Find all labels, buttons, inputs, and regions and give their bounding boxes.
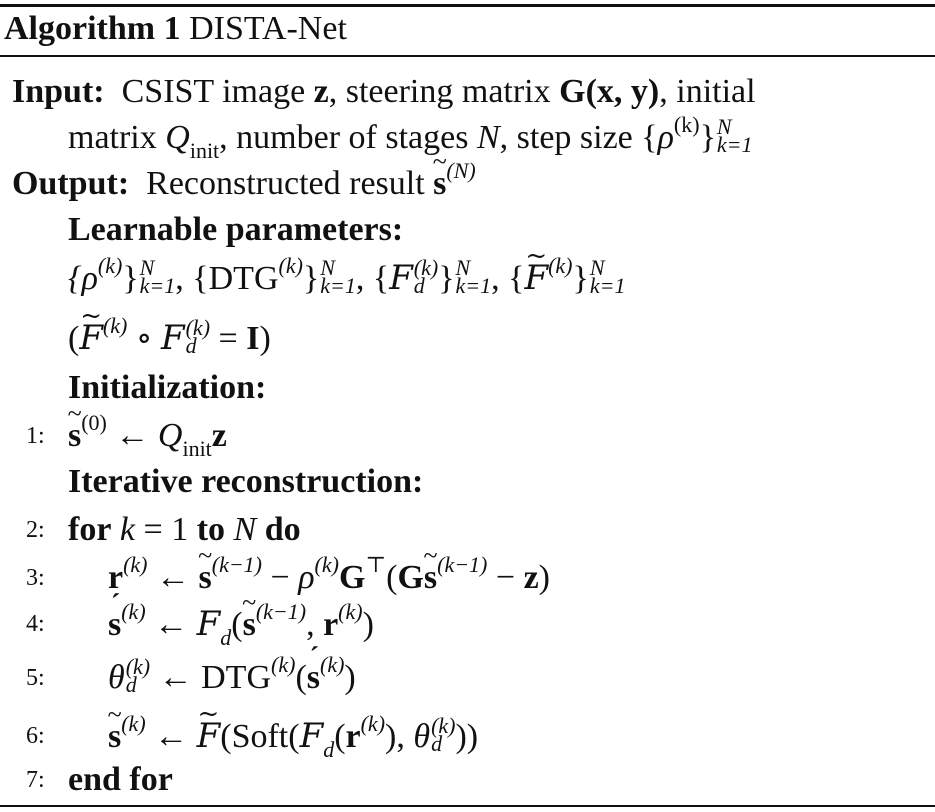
lp-range-2-sup: N [320,255,335,281]
s6-s: ~ s [108,715,121,759]
lp2-compose: ∘ [127,320,162,357]
s6-soft: Soft [231,718,289,755]
s3-minus2: − [487,559,524,596]
s5-close: ) [344,659,356,696]
lp-ft-close: } [572,260,589,297]
s6-theta-sub: d [431,731,443,757]
s1-Q-sub: init [182,435,212,461]
s4-r-sup: (k) [338,598,363,624]
bottom-rule [0,805,935,807]
lp2-fd-sub: d [185,333,197,359]
lp-range-1 [139,255,176,299]
s4-open: ( [231,606,243,643]
s3-arrow: ← [147,559,199,596]
lp-dtg-sup: (k) [278,252,303,278]
lp2-fd-sym: F [161,318,185,358]
step-2-number: 2: [26,517,45,543]
s3-G2: G [397,559,424,596]
lp-range-3 [455,255,492,299]
range-sub: k=1 [716,132,753,158]
step-2 [68,508,301,552]
input-text-6: , step size { [499,119,658,156]
lp-fd-sup: (k) [413,255,439,281]
s4-s2: ~ s [243,603,256,647]
s6-theta-sup: (k) [431,713,456,739]
s1-lhs: ~ s [68,414,81,458]
sym-rho: ρ [657,119,674,156]
lp-range-4-sub: k=1 [589,273,626,299]
s3-s-sup: (k−1) [211,551,263,577]
step-7-number: 7: [26,767,45,793]
sym-N: N [476,119,500,156]
lp-fd-sym: F [389,258,413,298]
lp2-fd-sup: (k) [185,315,211,341]
kw-do: do [264,511,301,548]
lp-dtg: , {DTG [175,260,279,297]
lp-fd-open: , { [355,260,390,297]
s6-open: ( [220,718,232,755]
input-text-1: CSIST image [121,73,306,110]
input-text-3: , initial [659,73,756,110]
s1-arrow: ← [106,417,158,454]
steering-args: (x, y) [585,73,660,110]
step-5-number: 5: [26,665,45,691]
output-line [12,157,476,206]
s6-r-sup: (k) [360,710,386,736]
s3-s2-sup: (k−1) [437,551,488,577]
lp-rho: {ρ [68,260,98,297]
output-sym: ~ s [433,162,446,206]
output-sup: (N) [446,157,476,183]
range-sup: N [716,114,732,140]
s5-theta-supsub [125,654,151,698]
s4-s: ´ s [108,603,121,647]
s5-arrow: ← [150,659,202,696]
init-header: Initialization: [68,369,267,406]
s4-r: r [323,606,339,643]
algorithm-title [4,6,347,52]
step-7-endfor: end for [68,761,173,798]
sym-G: G [559,73,586,110]
s6-close3: ), [385,718,414,755]
lp-range-2-sub: k=1 [320,273,356,299]
s6-F: ~ F [197,714,221,758]
s5-dtg-sup: (k) [271,651,296,677]
lp2-identity: I [246,320,260,357]
s4-close: ) [362,606,374,643]
s6-r: r [345,718,361,755]
lp-range-2 [320,255,356,299]
s1-lhs-sup: (0) [81,409,107,435]
input-text-5: , number of stages [219,119,469,156]
s5-open: ( [295,659,307,696]
input-text-4: matrix [68,119,157,156]
s3-rho: ρ [298,559,315,596]
s6-close: )) [455,718,479,755]
input-line-2 [68,111,753,163]
lp2-eq: = [210,320,247,357]
s4-arrow: ← [145,606,197,643]
close-brace: } [699,119,716,156]
lp-range-4-sup: N [589,255,605,281]
s6-theta-supsub [431,713,456,757]
s2-N: N [225,511,265,548]
input-text-2: , steering matrix [328,73,551,110]
s2-eq: = 1 [135,511,197,548]
s3-minus: − [262,559,299,596]
lp-fd-close: } [438,260,455,297]
lp-range-4 [589,255,626,299]
lp-ft-open: , { [491,260,525,297]
lp-rho-sup: (k) [97,252,123,278]
s3-close: ) [538,559,550,596]
sub-init: init [189,137,220,163]
s3-s2: ~ s [424,556,437,600]
s5-s-sup: (k) [320,651,345,677]
s4-s-sup: (k) [121,598,146,624]
s6-F2-sub: d [323,736,335,762]
step-1-number: 1: [26,423,45,449]
s4-F-sub: d [220,624,232,650]
s4-F: F [196,604,221,644]
output-text: Reconstructed result [146,165,425,202]
step-3 [108,551,550,600]
s5-s: ´ s [307,656,320,700]
lp-range-3-sub: k=1 [455,273,492,299]
step-4-number: 4: [26,611,45,637]
s6-F2: F [299,716,324,756]
sup-k: (k) [673,111,700,137]
lp2-close: ) [259,320,271,357]
step-3-number: 3: [26,565,45,591]
lp-range-1-sup: N [139,255,155,281]
learnable-line-2 [68,312,271,361]
sym-Q: Q [165,119,190,156]
lp-fd-supsub [413,255,439,299]
algorithm-name: DISTA-Net [189,10,347,47]
lp-range-1-sub: k=1 [139,273,176,299]
kw-for: for [68,511,112,548]
s3-s: ~ s [199,556,212,600]
step-1 [68,409,227,461]
s3-r-sup: (k) [123,551,148,577]
s6-s-sup: (k) [121,710,146,736]
s1-z: z [211,417,227,454]
input-label: Input: [12,73,105,110]
s3-rho-sup: (k) [314,551,339,577]
step-4 [108,598,374,650]
kw-to: to [196,511,226,548]
s5-dtg: DTG [201,659,272,696]
learnable-line-1 [68,252,626,301]
s3-r: r [108,559,124,596]
lp-rho-close: } [122,260,139,297]
s4-s2-sup: (k−1) [255,598,307,624]
range [716,114,753,158]
lp-range-3-sup: N [455,255,471,281]
iter-header: Iterative reconstruction: [68,463,424,500]
input-line-1 [12,70,756,114]
s2-k: k [119,511,136,548]
s6-open3: ( [334,718,346,755]
step-6 [108,710,479,762]
lp2-ft-sup: (k) [102,312,128,338]
s5-theta-sub: d [125,672,137,698]
learnable-header: Learnable parameters: [68,211,404,248]
s5-theta-sup: (k) [125,654,151,680]
sym-z: z [313,73,329,110]
s1-Q: Q [157,417,183,454]
lp2-open: ( [68,320,80,357]
s4-comma: , [306,606,324,643]
s3-open: ( [386,559,398,596]
s3-transpose: ⊤ [365,551,387,577]
s6-open2: ( [288,718,300,755]
s5-theta: θ [108,659,125,696]
header-rule [0,55,935,57]
step-6-number: 6: [26,723,45,749]
lp-ft-sup: (k) [548,252,573,278]
s3-G: G [338,559,366,596]
lp-fd-sub: d [413,273,425,299]
step-5 [108,651,356,700]
s6-theta: θ [413,718,431,755]
output-label: Output: [12,165,130,202]
s6-arrow: ← [145,718,197,755]
lp-dtg-close: } [302,260,320,297]
lp2-fd-supsub [185,315,211,359]
s3-z: z [523,559,539,596]
lp2-ft-sym: ~ F [79,316,103,360]
algorithm-label: Algorithm 1 [4,10,181,47]
lp-ft-sym: ~ F [525,256,549,300]
